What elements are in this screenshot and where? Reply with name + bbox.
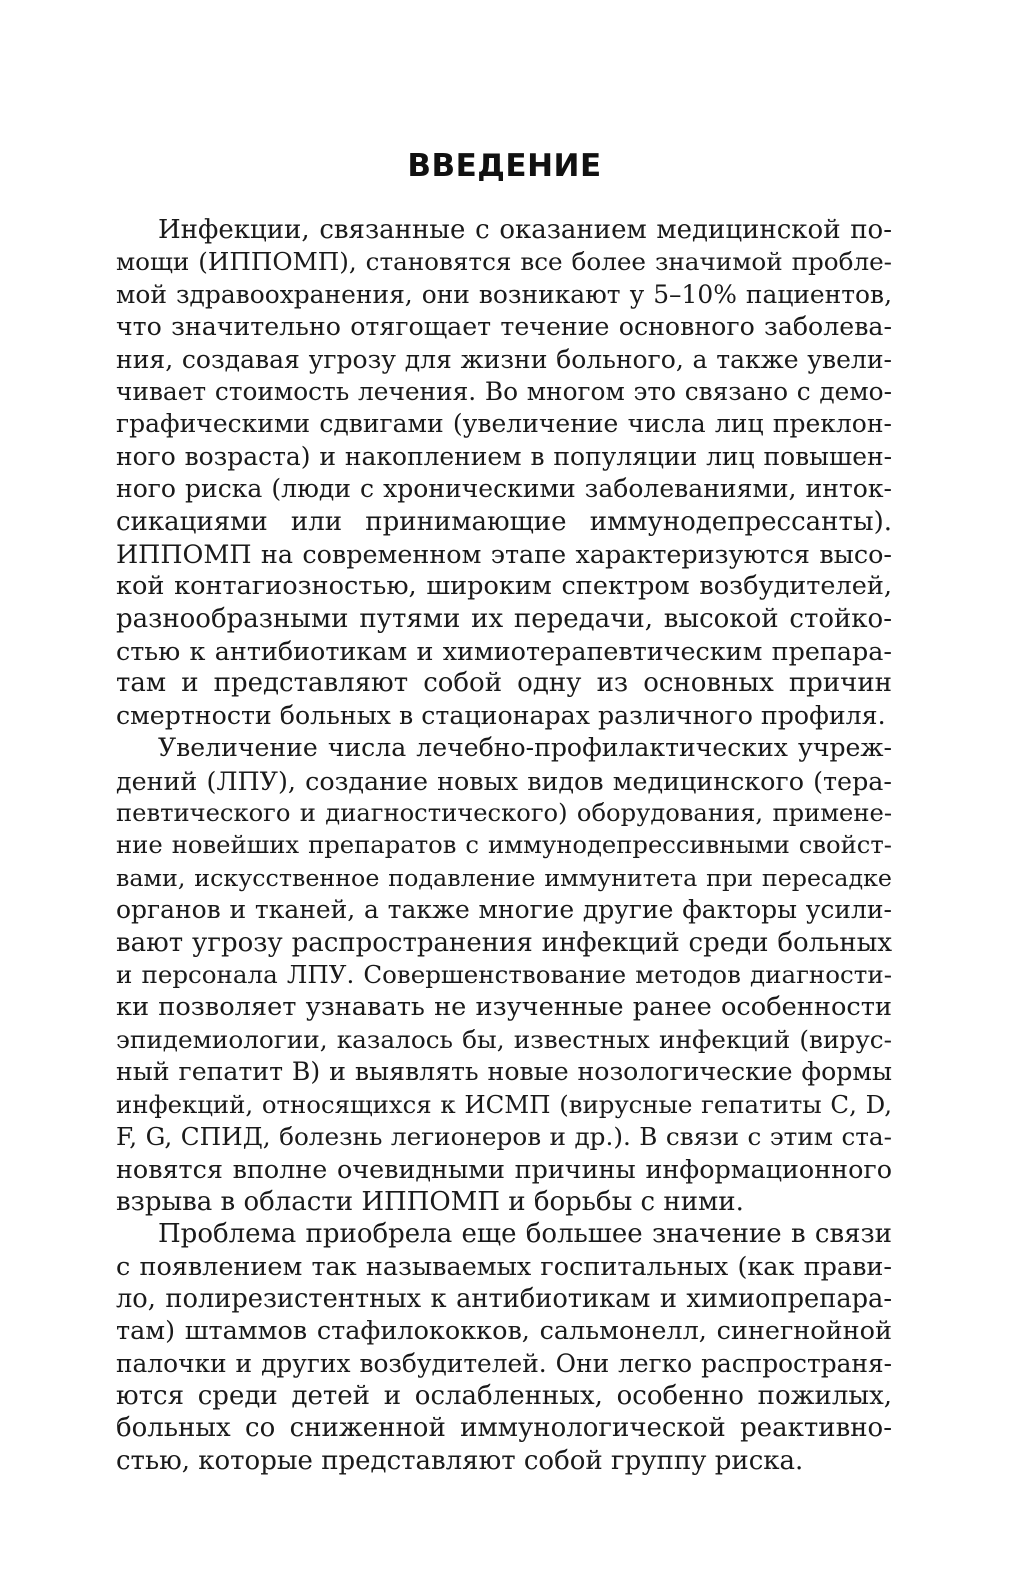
paragraph (116, 214, 892, 732)
text-line: дений (ЛПУ), создание новых видов медицинского (тера- (116, 765, 892, 796)
text-line: певтического и диагностического) оборудования, примене- (116, 799, 892, 828)
text-line: ки позволяет узнавать не изученные ранее особенности (116, 992, 892, 1023)
text-line: F, G, СПИД, болезнь легионеров и др.). В связи с этим ста- (116, 1121, 892, 1151)
text-line: и персонала ЛПУ. Совершенствование методов диагности- (116, 959, 892, 989)
text-line: ло, полирезистентных к антибиотикам и химиопрепара- (116, 1283, 892, 1314)
text-line: больных со сниженной иммунологической реактивно- (116, 1413, 892, 1444)
text-line: ного возраста) и накоплением в популяции лиц повышен- (116, 441, 892, 471)
text-line: чивает стоимость лечения. Во многом это связано с демо- (116, 376, 892, 406)
text-line: смертности больных в стационарах различного профиля. (116, 700, 886, 730)
text-line: вают угрозу распространения инфекций среди больных (116, 927, 892, 958)
chapter-heading: ВВЕДЕНИЕ (407, 148, 602, 184)
text-line: там и представляют собой одну из основных причин (116, 668, 892, 699)
text-line: новятся вполне очевидными причины информационного (116, 1154, 892, 1185)
text-line: ния, создавая угрозу для жизни больного, а также увели- (116, 344, 892, 374)
text-line: вами, искусственное подавление иммунитета при пересадке (116, 863, 892, 892)
text-line: Увеличение числа лечебно-профилактических учреж- (158, 733, 892, 763)
text-line: мощи (ИППОМП), становятся все более значимой пробле- (116, 247, 892, 277)
text-line: сикациями или принимающие иммунодепрессанты). (116, 506, 892, 537)
text-line: Проблема приобрела еще большее значение в связи (158, 1219, 892, 1250)
text-line: что значительно отягощает течение основного заболева- (116, 312, 892, 342)
paragraph (116, 732, 892, 1218)
body-text (116, 214, 892, 1477)
text-line: разнообразными путями их передачи, высокой стойко- (116, 603, 892, 634)
text-line: ИППОМП на современном этапе характеризуются высо- (116, 538, 892, 569)
text-line: стью, которые представляют собой группу риска. (116, 1445, 804, 1476)
text-line: эпидемиологии, казалось бы, известных инфекций (вирус- (116, 1024, 892, 1054)
text-line: палочки и других возбудителей. Они легко распространя- (116, 1348, 892, 1378)
text-line: ного риска (люди с хроническими заболеваниями, инток- (116, 474, 892, 504)
text-line: инфекций, относящихся к ИСМП (вирусные гепатиты С, D, (116, 1089, 892, 1119)
paragraph (116, 1218, 892, 1477)
text-line: взрыва в области ИППОМП и борьбы с ними. (116, 1186, 744, 1217)
text-line: графическими сдвигами (увеличение числа лиц преклон- (116, 409, 892, 439)
text-line: стью к антибиотикам и химиотерапевтическим препара- (116, 636, 892, 667)
text-line: Инфекции, связанные с оказанием медицинской по- (158, 215, 892, 245)
text-line: ный гепатит В) и выявлять новые нозологические формы (116, 1057, 892, 1087)
text-line: ются среди детей и ослабленных, особенно пожилых, (116, 1381, 892, 1412)
text-line: кой контагиозностью, широким спектром возбудителей, (116, 571, 892, 602)
text-line: мой здравоохранения, они возникают у 5–10% пациентов, (116, 279, 892, 309)
text-line: ние новейших препаратов с иммунодепрессивными свойст- (116, 830, 892, 860)
text-line: органов и тканей, а также многие другие факторы усили- (116, 895, 892, 925)
text-line: с появлением так называемых госпитальных (как прави- (116, 1251, 892, 1282)
text-line: там) штаммов стафилококков, сальмонелл, синегнойной (116, 1316, 892, 1347)
